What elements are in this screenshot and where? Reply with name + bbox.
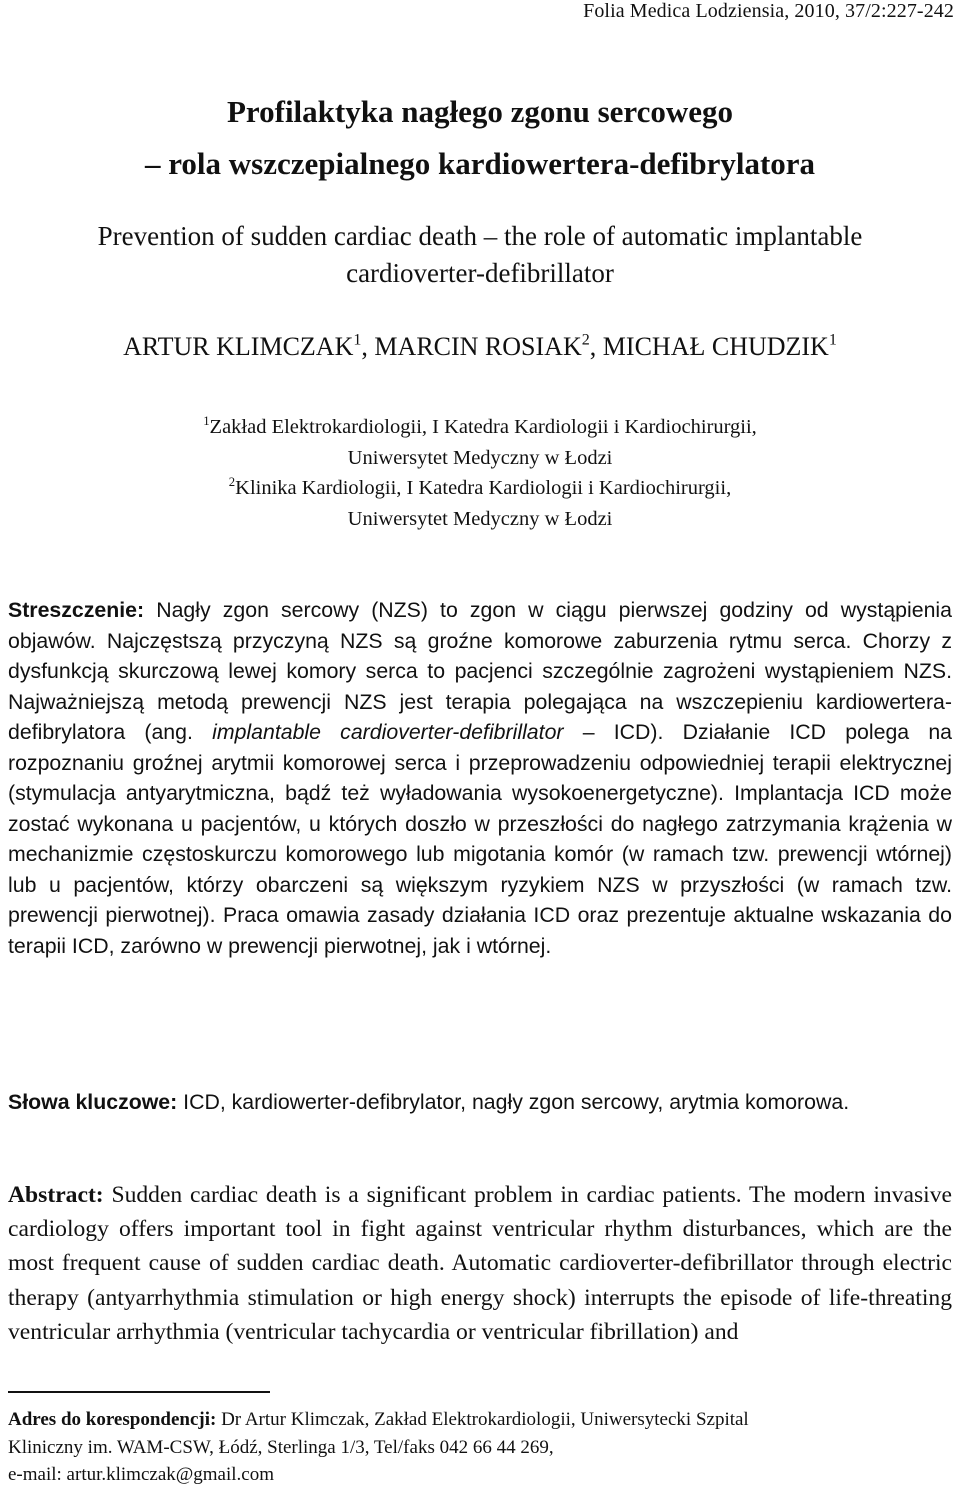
affiliation-mark: 2 (228, 474, 236, 489)
affiliation-mark: 1 (203, 413, 210, 428)
author-list (0, 332, 960, 362)
affiliation-1-line-1 (0, 412, 960, 443)
affiliation-2-line-1 (0, 473, 960, 504)
affiliation-2-line-2: Uniwersytet Medyczny w Łodzi (347, 507, 613, 530)
keywords-text: ICD, kardiowerter-defibrylator, nagły zgon sercowy, arytmia komorowa. (177, 1090, 850, 1114)
keywords (8, 1087, 952, 1118)
english-title (0, 218, 960, 292)
journal-citation: Folia Medica Lodziensia, 2010, 37/2:227-242 (583, 0, 954, 22)
affiliation-1-line-2: Uniwersytet Medyczny w Łodzi (347, 446, 613, 469)
author-klimczak: ARTUR KLIMCZAK (123, 332, 354, 361)
footnote-email: e-mail: artur.klimczak@gmail.com (8, 1464, 274, 1485)
affiliation-text: Klinika Kardiologii, I Katedra Kardiologii i Kardiochirurgii, (235, 477, 732, 499)
keywords-label: Słowa kluczowe: (8, 1090, 178, 1114)
polish-abstract-text: – ICD). Działanie ICD polega na rozpoznaniu groźnej arytmii komorowej serca i przeprowadzeniu odpowiedniej terapii elektrycznej (stymulacja antyarytmiczna, bądź też wyładowania wysokoenergetyczne). Implantacja ICD może zostać wykonana u pacjentów, u których doszło w przeszłości do nagłego zatrzymania krążenia w mechanizmie częstoskurczu komorowego lub migotania komór (w ramach tzw. prewencji wtórnej) lub u pacjentów, którzy obarczeni są większym ryzykiem NZS w przyszłości (w ramach tzw. prewencji pierwotnej). Praca omawia zasady działania ICD oraz prezentuje aktualne wskazania do terapii ICD, zarówno w prewencji pierwotnej, jak i wtórnej. (8, 720, 953, 958)
english-abstract-label: Abstract: (8, 1182, 104, 1208)
author-rosiak: MARCIN ROSIAK (374, 332, 582, 361)
footnote-address: Dr Artur Klimczak, Zakład Elektrokardiologii, Uniwersytecki Szpital (216, 1409, 749, 1430)
polish-title (0, 86, 960, 190)
english-title-line-2: cardioverter-defibrillator (346, 258, 614, 288)
author-affiliation-mark: 2 (581, 331, 590, 349)
english-abstract-text: Sudden cardiac death is a significant problem in cardiac patients. The modern invasive cardiology offers important tool in fight against ventricular rhythm disturbances, which are the most frequent cause of sudden cardiac death. Automatic cardioverter-defibrillator through electric therapy (antyarrhythmia stimulation or high energy shock) interrupts the episode of life-threating ventricular arrhythmia (ventricular tachycardia or ventricular fibrillation) and (8, 1182, 952, 1345)
footnote-line-2: Kliniczny im. WAM-CSW, Łódź, Sterlinga 1/3, Tel/faks 042 66 44 269, (8, 1436, 554, 1458)
author-separator: , (361, 332, 375, 361)
english-abstract (8, 1178, 952, 1349)
polish-abstract-italic-term: implantable cardioverter-defibrillator (212, 720, 564, 744)
author-affiliation-mark: 1 (353, 331, 362, 349)
affiliation-text: Zakład Elektrokardiologii, I Katedra Kardiologii i Kardiochirurgii, (209, 416, 757, 438)
english-title-line-1: Prevention of sudden cardiac death – the role of automatic implantable (97, 221, 863, 251)
author-separator: , (589, 332, 603, 361)
author-affiliation-mark: 1 (828, 331, 837, 349)
polish-title-line-2: – rola wszczepialnego kardiowertera-defibrylatora (144, 146, 816, 181)
footnote-label: Adres do korespondencji: (8, 1409, 217, 1430)
author-chudzik: MICHAŁ CHUDZIK (602, 332, 829, 361)
affiliations (0, 412, 960, 534)
footnote-line-1 (8, 1406, 952, 1434)
polish-abstract-text: Nagły zgon sercowy (NZS) to zgon w ciągu pierwszej godziny od wystąpienia objawów. Najczęstszą przyczyną NZS są groźne komorowe zaburzenia rytmu serca. Chorzy z dysfunkcją skurczową lewej komory serca to pacjenci szczególnie zagrożeni wystąpieniem NZS. Najważniejszą metodą prewencji NZS jest terapia polegająca na wszczepieniu kardiowertera-defibrylatora (ang. (8, 598, 952, 744)
correspondence-footnote (8, 1406, 952, 1489)
footnote-divider (8, 1391, 270, 1393)
polish-abstract-label: Streszczenie: (8, 598, 145, 622)
polish-abstract (8, 595, 952, 961)
polish-title-line-1: Profilaktyka nagłego zgonu sercowego (226, 94, 734, 129)
